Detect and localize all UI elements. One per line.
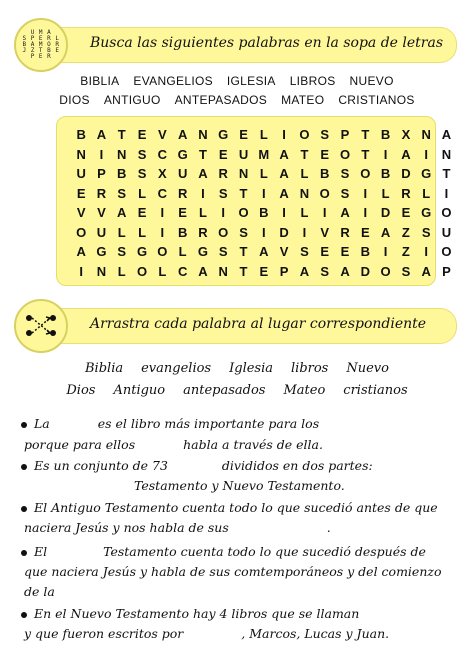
grid-letter[interactable]: E — [401, 205, 411, 220]
grid-letter[interactable]: S — [117, 244, 127, 259]
sentence-2-line-2 — [134, 478, 345, 493]
grid-letter[interactable]: U — [76, 166, 86, 181]
grid-letter[interactable]: X — [158, 166, 167, 181]
grid-row — [71, 264, 457, 279]
grid-letter[interactable]: I — [383, 244, 388, 259]
grid-letter[interactable]: T — [239, 263, 248, 279]
grid-row — [71, 166, 457, 181]
bullet-icon — [21, 422, 27, 428]
grid-letter[interactable]: C — [157, 185, 168, 201]
grid-letter[interactable]: A — [198, 263, 208, 279]
word-list-row-1 — [0, 74, 474, 88]
grid-letter[interactable]: S — [340, 166, 350, 181]
grid-letter[interactable]: A — [279, 185, 289, 201]
drag-word-row-1 — [0, 361, 474, 376]
grid-letter[interactable]: S — [117, 185, 127, 201]
grid-letter[interactable]: V — [320, 224, 330, 240]
sentence-text: es el libro más importante para los — [97, 416, 320, 431]
grid-row — [71, 225, 457, 240]
sentence-text: y que fueron escritos por — [24, 626, 184, 641]
grid-letter[interactable]: A — [441, 127, 452, 142]
grid-letter[interactable]: I — [282, 205, 286, 220]
drag-word[interactable]: Dios — [66, 383, 96, 398]
section-header-wordsearch — [19, 27, 457, 63]
grid-letter[interactable]: L — [158, 263, 167, 279]
grid-letter[interactable]: N — [76, 146, 86, 162]
grid-letter[interactable]: O — [319, 185, 330, 201]
grid-letter[interactable]: I — [282, 127, 286, 142]
drag-word[interactable]: Biblia — [85, 361, 124, 376]
grid-letter[interactable]: S — [239, 224, 248, 240]
grid-letter[interactable]: G — [197, 244, 208, 259]
grid-letter[interactable]: T — [300, 146, 309, 162]
word-item: CRISTIANOS — [338, 93, 415, 107]
word-item: NUEVO — [349, 74, 394, 88]
word-item: IGLESIA — [226, 74, 276, 88]
sentence-3-line-1 — [34, 500, 438, 515]
grid-letter[interactable]: E — [218, 146, 228, 162]
grid-letter[interactable]: T — [117, 127, 126, 142]
word-item: ANTIGUO — [103, 93, 161, 107]
grid-letter[interactable]: A — [401, 146, 411, 162]
bullet-icon — [21, 550, 27, 556]
drag-word[interactable]: Nuevo — [346, 361, 389, 376]
sentence-2-line-1 — [34, 458, 373, 473]
grid-letter[interactable]: S — [300, 244, 309, 259]
grid-letter[interactable]: L — [178, 244, 187, 259]
word-item: MATEO — [281, 93, 325, 107]
grid-letter[interactable]: S — [218, 244, 228, 259]
grid-letter[interactable]: T — [442, 166, 451, 181]
grid-letter[interactable]: O — [218, 224, 229, 240]
grid-letter[interactable]: U — [96, 224, 107, 240]
grid-letter[interactable]: A — [198, 166, 208, 181]
grid-letter[interactable]: A — [76, 244, 86, 259]
grid-letter[interactable]: E — [137, 205, 147, 220]
grid-letter[interactable]: V — [76, 205, 86, 220]
grid-letter[interactable]: I — [79, 263, 83, 279]
drag-word-row-2 — [0, 383, 474, 398]
grid-letter[interactable]: S — [320, 127, 330, 142]
sentence-text: La — [34, 416, 50, 431]
sentence-text: En el Nuevo Testamento hay 4 libros que se llaman — [34, 606, 360, 621]
sentence-text: Testamento cuenta todo lo que sucedió después de — [103, 544, 426, 559]
sentence-text: Es un conjunto de 73 — [34, 458, 168, 473]
grid-letter[interactable]: R — [96, 185, 107, 201]
grid-letter[interactable]: I — [99, 146, 104, 162]
grid-letter[interactable]: L — [422, 185, 431, 201]
grid-letter[interactable]: B — [259, 205, 269, 220]
grid-letter[interactable]: L — [117, 263, 126, 279]
grid-letter[interactable]: S — [320, 263, 330, 279]
grid-letter[interactable]: N — [441, 146, 452, 162]
grid-letter[interactable]: A — [177, 127, 188, 142]
grid-letter[interactable]: I — [322, 205, 327, 220]
grid-letter[interactable]: S — [421, 224, 431, 240]
sentence-text: El Antiguo Testamento cuenta todo lo que sucedió antes de que — [34, 500, 438, 515]
word-item: LIBROS — [289, 74, 336, 88]
grid-letter[interactable]: I — [262, 185, 266, 201]
grid-row — [71, 127, 457, 142]
grid-letter[interactable]: E — [239, 127, 248, 142]
sentence-text: habla a través de ella. — [183, 437, 323, 452]
sentence-text: El — [34, 544, 48, 559]
grid-letter[interactable]: O — [441, 244, 452, 259]
grid-letter[interactable]: R — [177, 185, 188, 201]
grid-letter[interactable]: I — [424, 146, 428, 162]
word-search-grid — [56, 116, 452, 286]
grid-letter[interactable]: S — [137, 166, 147, 181]
grid-letter[interactable]: O — [238, 205, 249, 220]
grid-letter[interactable]: I — [201, 185, 205, 201]
grid-letter[interactable]: R — [198, 224, 208, 240]
grid-letter[interactable]: E — [259, 263, 269, 279]
grid-letter[interactable]: D — [380, 205, 391, 220]
grid-letter[interactable]: N — [218, 263, 228, 279]
grid-letter[interactable]: P — [340, 127, 350, 142]
grid-letter[interactable]: P — [279, 263, 289, 279]
grid-letter[interactable]: I — [302, 224, 307, 240]
grid-letter[interactable]: O — [360, 166, 371, 181]
grid-letter[interactable]: A — [279, 166, 289, 181]
grid-letter[interactable]: P — [97, 166, 106, 181]
grid-letter[interactable]: G — [421, 205, 432, 220]
mini-grid-row: S P E R L — [22, 35, 60, 42]
grid-letter[interactable]: O — [339, 146, 351, 162]
grid-letter[interactable]: Z — [401, 244, 410, 259]
grid-letter[interactable]: N — [96, 263, 107, 279]
section-header-drag — [19, 308, 457, 344]
grid-letter[interactable]: A — [96, 127, 107, 142]
mini-grid — [22, 30, 59, 60]
grid-letter[interactable]: A — [299, 263, 310, 279]
wordsearch-title: Busca las siguientes palabras en la sopa de letras — [90, 35, 444, 51]
grid-letter[interactable]: E — [320, 146, 330, 162]
grid-letter[interactable]: A — [421, 263, 431, 279]
grid-row — [71, 205, 457, 220]
word-item: DIOS — [59, 93, 90, 107]
grid-letter[interactable]: E — [178, 205, 187, 220]
grid-letter[interactable]: S — [340, 185, 350, 201]
grid-letter[interactable]: V — [279, 244, 289, 259]
grid-letter[interactable]: I — [262, 224, 266, 240]
grid-letter[interactable]: U — [441, 224, 452, 240]
bullet-icon — [21, 464, 27, 470]
grid-letter[interactable]: U — [238, 146, 249, 162]
grid-letter[interactable]: O — [299, 127, 310, 142]
grid-letter[interactable]: A — [380, 224, 391, 240]
grid-letter[interactable]: O — [76, 224, 87, 240]
grid-letter[interactable]: N — [299, 185, 310, 201]
grid-letter[interactable]: G — [421, 166, 432, 181]
grid-letter[interactable]: L — [259, 127, 268, 142]
wordsearch-badge-icon — [14, 18, 68, 72]
sentence-4-line-3 — [24, 584, 119, 599]
grid-letter[interactable]: M — [258, 146, 270, 162]
grid-letter[interactable]: R — [401, 185, 411, 201]
sentence-1-line-1 — [34, 416, 319, 431]
grid-letter[interactable]: V — [158, 127, 167, 142]
grid-row — [71, 244, 457, 259]
grid-letter[interactable]: I — [444, 185, 449, 201]
grid-letter[interactable]: T — [361, 146, 370, 162]
grid-letter[interactable]: I — [363, 205, 368, 220]
sentence-text: porque para ellos — [24, 437, 136, 452]
grid-letter[interactable]: I — [363, 185, 368, 201]
grid-letter[interactable]: T — [361, 127, 370, 142]
sentence-text: Testamento y Nuevo Testamento. — [134, 478, 345, 493]
grid-letter[interactable]: S — [137, 146, 147, 162]
drag-word[interactable]: antepasados — [183, 383, 266, 398]
grid-letter[interactable]: G — [96, 244, 107, 259]
word-item: BIBLIA — [80, 74, 120, 88]
grid-letter[interactable]: L — [259, 166, 268, 181]
grid-letter[interactable]: Z — [401, 224, 410, 240]
grid-letter[interactable]: C — [157, 146, 168, 162]
grid-letter[interactable]: L — [381, 185, 390, 201]
grid-letter[interactable]: E — [360, 224, 370, 240]
grid-letter[interactable]: T — [239, 185, 248, 201]
drag-word[interactable]: Antiguo — [113, 383, 166, 398]
grid-letter[interactable]: G — [136, 244, 148, 259]
sentence-text: naciera Jesús y nos habla de sus — [24, 520, 229, 535]
grid-letter[interactable]: D — [360, 263, 370, 279]
drag-word[interactable]: libros — [291, 361, 329, 376]
grid-letter[interactable]: I — [160, 205, 165, 220]
grid-letter[interactable]: L — [138, 185, 147, 201]
grid-letter[interactable]: V — [97, 205, 106, 220]
grid-letter[interactable]: E — [137, 127, 147, 142]
grid-letter[interactable]: N — [238, 166, 249, 181]
grid-letter[interactable]: R — [340, 224, 350, 240]
sentence-text: , Marcos, Lucas y Juan. — [241, 626, 390, 641]
grid-letter[interactable]: I — [160, 224, 165, 240]
grid-letter[interactable]: O — [441, 205, 452, 220]
grid-row — [71, 186, 457, 201]
sentence-text: de la — [24, 584, 55, 599]
word-item: ANTEPASADOS — [174, 93, 268, 107]
mini-grid-row: U M A — [30, 29, 52, 36]
sentence-3-line-2 — [24, 520, 331, 535]
grid-letter[interactable]: E — [76, 185, 86, 201]
grid-letter[interactable]: E — [340, 244, 350, 259]
grid-letter[interactable]: C — [177, 263, 188, 279]
grid-letter[interactable]: B — [380, 166, 391, 181]
grid-letter[interactable]: N — [421, 127, 431, 142]
grid-letter[interactable]: A — [117, 205, 127, 220]
grid-letter[interactable]: O — [136, 263, 148, 279]
grid-letter[interactable]: D — [401, 166, 411, 181]
grid-letter[interactable]: T — [239, 244, 248, 259]
grid-letter[interactable]: X — [401, 127, 411, 142]
grid-letter[interactable]: N — [117, 146, 127, 162]
grid-letter[interactable]: A — [340, 205, 350, 220]
grid-letter[interactable]: B — [320, 166, 330, 181]
drag-word[interactable]: Iglesia — [229, 361, 273, 376]
grid-letter[interactable]: B — [380, 127, 391, 142]
grid-letter[interactable]: L — [117, 224, 126, 240]
grid-letter[interactable]: R — [218, 166, 228, 181]
grid-letter[interactable]: O — [380, 263, 391, 279]
grid-letter[interactable]: A — [340, 263, 350, 279]
grid-letter[interactable]: B — [177, 224, 188, 240]
mini-grid-row: P E R — [30, 53, 52, 60]
sentence-5-line-2 — [24, 626, 389, 641]
grid-row — [71, 147, 457, 162]
grid-letter[interactable]: U — [177, 166, 188, 181]
bullet-icon — [21, 612, 27, 618]
grid-letter[interactable]: N — [198, 127, 208, 142]
grid-letter[interactable]: G — [218, 127, 229, 142]
bullet-icon — [21, 506, 27, 512]
sentence-text: divididos en dos partes: — [221, 458, 373, 473]
drag-word[interactable]: cristianos — [343, 383, 408, 398]
drag-word[interactable]: Mateo — [283, 383, 326, 398]
grid-letter[interactable]: L — [198, 205, 207, 220]
sentence-1-line-2 — [24, 437, 323, 452]
grid-letter[interactable]: S — [401, 263, 411, 279]
grid-letter[interactable]: I — [221, 205, 226, 220]
drag-arrows-icon — [14, 299, 68, 353]
grid-letter[interactable]: B — [360, 244, 370, 259]
sentence-5-line-1 — [34, 606, 359, 621]
grid-letter[interactable]: A — [259, 244, 269, 259]
grid-letter[interactable]: S — [218, 185, 228, 201]
grid-letter[interactable]: L — [138, 224, 147, 240]
grid-letter[interactable]: I — [424, 244, 428, 259]
grid-letter[interactable]: D — [279, 224, 289, 240]
sentence-4-line-1 — [34, 544, 426, 559]
sentence-4-line-2 — [24, 564, 442, 579]
word-item: EVANGELIOS — [133, 74, 213, 88]
grid-letter[interactable]: O — [157, 244, 168, 259]
mini-grid-row: B A M O R — [22, 41, 60, 48]
sentence-text: que naciera Jesús y habla de sus comtemporáneos y del comienzo — [24, 564, 442, 579]
grid-letter[interactable]: L — [300, 205, 309, 220]
grid-letter[interactable]: B — [76, 127, 86, 142]
grid-letter[interactable]: P — [442, 263, 451, 279]
grid-letter[interactable]: E — [320, 244, 330, 259]
word-list-row-2 — [0, 93, 474, 107]
grid-letter[interactable]: B — [117, 166, 127, 181]
mini-grid-row: J Z T B E — [22, 47, 60, 54]
grid-letter[interactable]: L — [300, 166, 309, 181]
drag-word[interactable]: evangelios — [141, 361, 212, 376]
grid-letter[interactable]: I — [383, 146, 388, 162]
drag-title: Arrastra cada palabra al lugar correspondiente — [90, 316, 427, 332]
grid-letter[interactable]: T — [198, 146, 207, 162]
grid-letter[interactable]: G — [177, 146, 188, 162]
grid-letter[interactable]: A — [279, 146, 289, 162]
sentence-text: . — [326, 520, 331, 535]
